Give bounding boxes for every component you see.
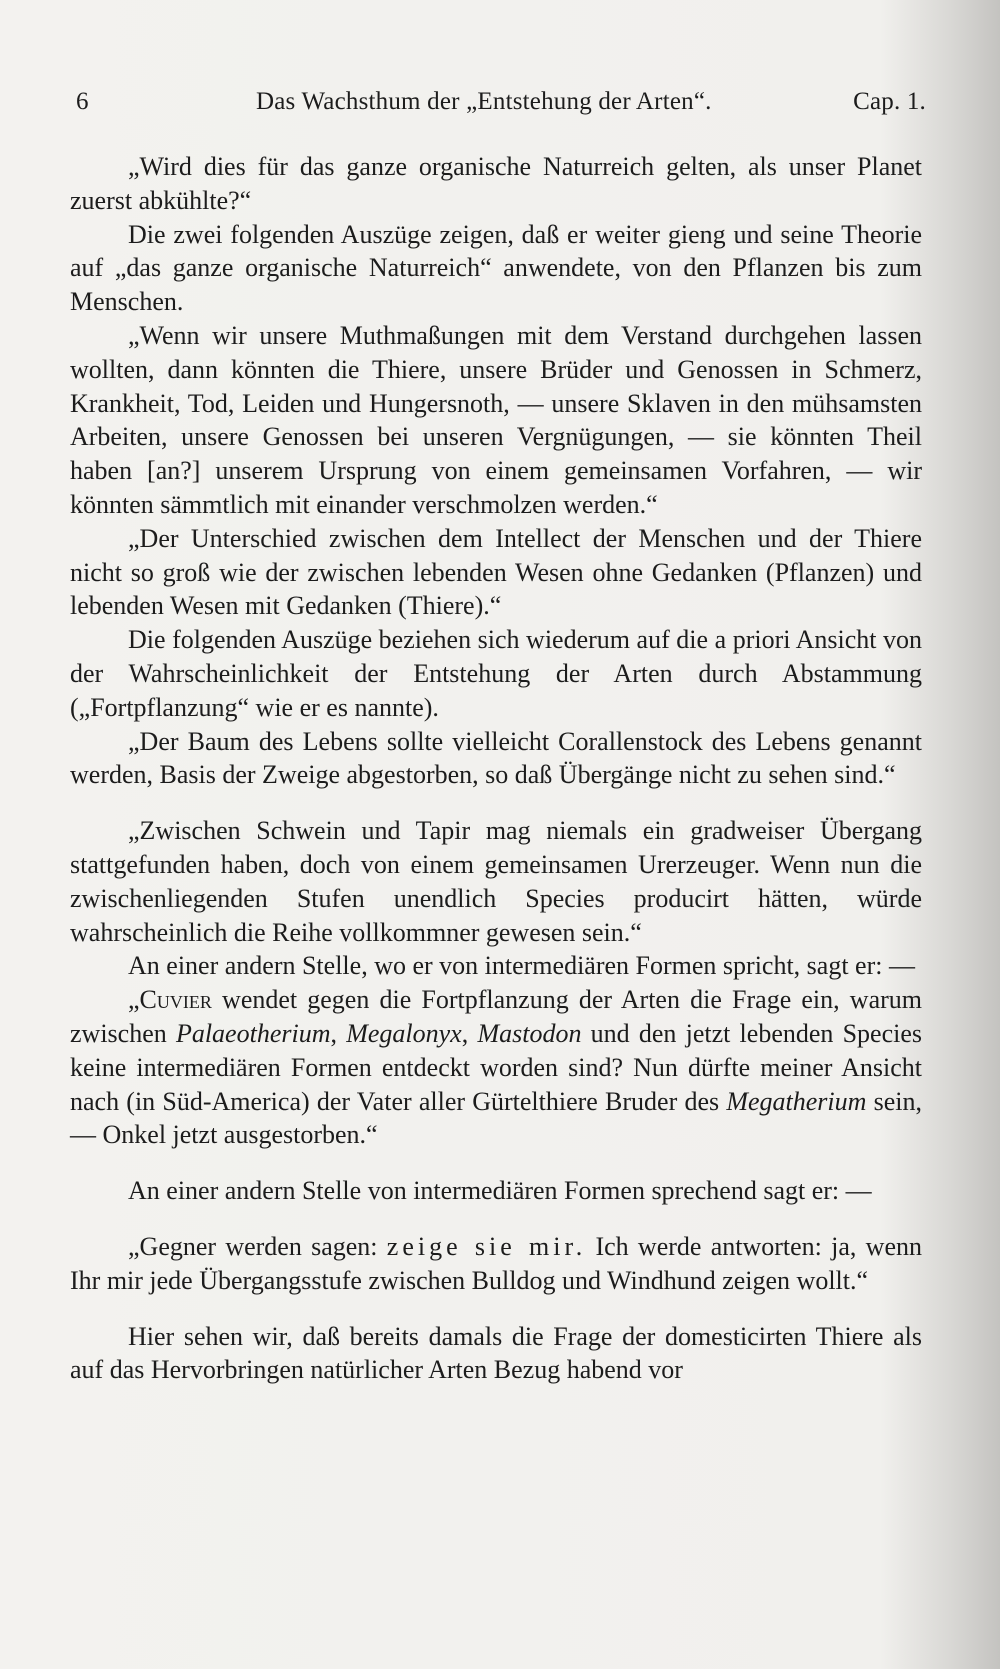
paragraph-3: „Wenn wir unsere Muthmaßungen mit dem Verstand durchgehen lassen wollten, dann könnten die Thiere, unsere Brüder und Genossen in Schmerz, Krankheit, Tod, Leiden und Hungersnoth, — unsere Sklaven in den mühsamsten Arbeiten, unsere Genossen bei unseren Vergnügungen, — sie könnten Theil haben [an?] unserem Ursprung von einem gemeinsamen Vorfahren, — wir könnten sämmtlich mit einander verschmolzen werden.“ bbox=[70, 320, 922, 519]
paragraph-1: „Wird dies für das ganze organische Naturreich gelten, als unser Planet zuerst abkühlte?“ bbox=[70, 152, 922, 215]
paragraph-2: Die zwei folgenden Auszüge zeigen, daß er weiter gieng und seine Theorie auf „das ganze organische Naturreich“ anwendete, von den Pflanzen bis zum Menschen. bbox=[70, 219, 922, 317]
paragraph-7: „Zwischen Schwein und Tapir mag niemals ein gradweiser Übergang stattgefunden haben, doch von einem gemeinsamen Urerzeuger. Wenn nun die zwischenliegenden Stufen unendlich Species producirt hätten, würde wahrscheinlich die Reihe vollkommner gewesen sein.“ bbox=[70, 816, 922, 947]
text-run: und den jetzt lebenden Species keine intermediären Formen entdeckt worden sind? Nun dürfte meiner Ansicht nach (in Süd-America) der Vater aller Gürtelthiere Bruder des bbox=[70, 1018, 923, 1116]
open-quote: „ bbox=[128, 985, 140, 1015]
text-run: „Gegner werden sagen: bbox=[128, 1231, 387, 1261]
body-text bbox=[70, 150, 922, 1387]
paragraph-8: An einer andern Stelle, wo er von intermediären Formen spricht, sagt er: — bbox=[128, 951, 915, 981]
genus-name: Mastodon bbox=[477, 1018, 582, 1048]
chapter-label: Cap. 1. bbox=[853, 88, 926, 115]
text-run: wendet gegen die Fortpflanzung der Arten die Frage ein, warum zwischen bbox=[70, 985, 922, 1048]
text-run: , bbox=[330, 1018, 347, 1048]
paragraph-12: Hier sehen wir, daß bereits damals die Frage der domesticirten Thiere als auf das Hervorbringen natürlicher Arten Bezug habend vor bbox=[70, 1321, 922, 1385]
paragraph-10: An einer andern Stelle von intermediären Formen sprechend sagt er: — bbox=[128, 1176, 872, 1206]
paragraph-4: „Der Unterschied zwischen dem Intellect der Menschen und der Thiere nicht so groß wie der zwischen lebenden Wesen ohne Gedanken (Pflanzen) und lebenden Wesen mit Gedanken (Thiere).“ bbox=[70, 523, 922, 621]
text-run: sein, — Onkel jetzt ausgestorben.“ bbox=[70, 1086, 922, 1150]
paragraph-11 bbox=[70, 1230, 922, 1298]
paragraph-5: Die folgenden Auszüge beziehen sich wiederum auf die a priori Ansicht von der Wahrscheinlichkeit der Entstehung der Arten durch Abstammung („Fortpflanzung“ wie er es nannte). bbox=[70, 625, 922, 722]
genus-name: Megatherium bbox=[726, 1086, 867, 1116]
spaced-emphasis: zeige sie mir. bbox=[386, 1231, 587, 1261]
page-number: 6 bbox=[76, 88, 89, 115]
text-run: , bbox=[461, 1018, 478, 1048]
text-run: Ich werde antworten: ja, wenn Ihr mir jede Übergangsstufe zwischen Bulldog und Windhund zeigen wollt.“ bbox=[70, 1231, 922, 1295]
genus-name: Megalonyx bbox=[346, 1018, 462, 1048]
paragraph-6: „Der Baum des Lebens sollte vielleicht Corallenstock des Lebens genannt werden, Basis der Zweige abgestorben, so daß Übergänge nicht zu sehen sind.“ bbox=[70, 726, 922, 790]
genus-name: Palaeotherium bbox=[175, 1018, 331, 1048]
running-header bbox=[76, 88, 926, 128]
author-name-cuvier: Cuvier bbox=[139, 985, 212, 1015]
running-title: Das Wachsthum der „Entstehung der Arten“. bbox=[256, 88, 712, 115]
paragraph-9 bbox=[70, 983, 922, 1152]
